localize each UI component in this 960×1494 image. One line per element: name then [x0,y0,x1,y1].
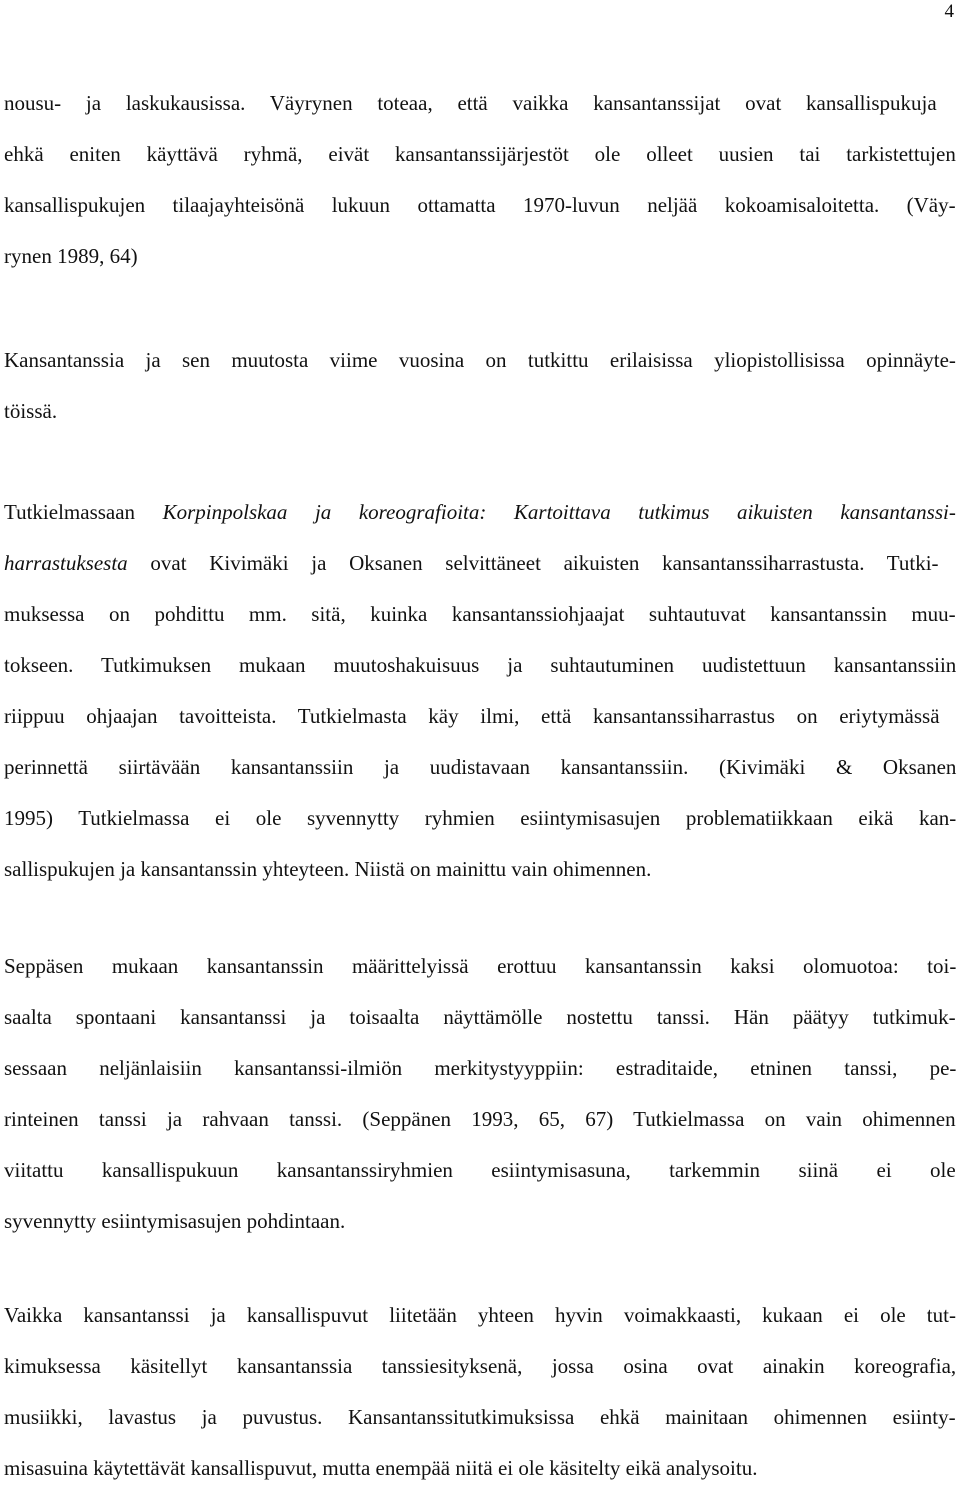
text-line: muksessa on pohdittu mm. sitä, kuinka kansantanssiohjaajat suhtautuvat kansantanssin muu- [4,602,956,626]
text-line: riippuu ohjaajan tavoitteista. Tutkielmasta käy ilmi, että kansantanssiharrastus on eriytymässä [4,704,940,728]
text-line: tokseen. Tutkimuksen mukaan muutoshakuisuus ja suhtautuminen uudistettuun kansantanssiin [4,653,957,677]
text-line: musiikki, lavastus ja puvustus. Kansantanssitutkimuksissa ehkä mainitaan ohimennen esiinty- [4,1405,956,1429]
thesis-title-cont: harrastuksesta [4,551,128,575]
thesis-title: Korpinpolskaa ja koreografioita: Kartoittava tutkimus aikuisten kansantanssi- [162,500,956,524]
page-number: 4 [944,1,954,22]
text-span: Tutkielmassaan [4,500,163,524]
text-line: 1995) Tutkielmassa ei ole syvennytty ryhmien esiintymisasujen problematiikkaan eikä kan- [4,806,957,830]
text-line: Vaikka kansantanssi ja kansallispuvut liitetään yhteen hyvin voimakkaasti, kukaan ei ole tut- [4,1303,956,1327]
text-line [4,538,956,589]
text-line: saalta spontaani kansantanssi ja toisaalta näyttämölle nostettu tanssi. Hän päätyy tutkimuk- [4,1005,956,1029]
paragraph-2 [4,335,956,437]
text-line: perinnettä siirtävään kansantanssiin ja uudistavaan kansantanssiin. (Kivimäki & Oksanen [4,755,957,779]
paragraph-1 [4,78,956,282]
text-line: viitattu kansallispukuun kansantanssiryhmien esiintymisasuna, tarkemmin siinä ei ole [4,1158,956,1182]
text-line [4,487,956,538]
text-span: ovat Kivimäki ja Oksanen selvittäneet aikuisten kansantanssiharrastusta. Tutki- [127,551,939,575]
text-line: misasuina käytettävät kansallispuvut, mutta enempää niitä ei ole käsitelty eikä analysoitu. [4,1456,758,1480]
text-line: ehkä eniten käyttävä ryhmä, eivät kansantanssijärjestöt ole olleet uusien tai tarkistettujen [4,142,956,166]
text-line: rynen 1989, 64) [4,244,138,268]
text-line: kimuksessa käsitellyt kansantanssia tanssiesityksenä, jossa osina ovat ainakin koreografia, [4,1354,957,1378]
paragraph-5 [4,1290,956,1494]
text-line: töissä. [4,399,58,423]
text-line: sessaan neljänlaisiin kansantanssi-ilmiön merkitystyyppiin: estraditaide, etninen tanssi, pe- [4,1056,957,1080]
text-line: kansallispukujen tilaajayhteisönä lukuun ottamatta 1970-luvun neljää kokoamisaloitetta. (Väy- [4,193,956,217]
paragraph-3 [4,487,956,895]
text-line: Seppäsen mukaan kansantanssin määrittelyissä erottuu kansantanssin kaksi olomuotoa: toi- [4,954,957,978]
text-line: nousu- ja laskukausissa. Väyrynen toteaa, että vaikka kansantanssijat ovat kansallispukuja [4,91,937,115]
paragraph-4 [4,941,956,1247]
text-line: rinteinen tanssi ja rahvaan tanssi. (Seppänen 1993, 65, 67) Tutkielmassa on vain ohimennen [4,1107,956,1131]
text-line: syvennytty esiintymisasujen pohdintaan. [4,1209,346,1233]
text-line: Kansantanssia ja sen muutosta viime vuosina on tutkittu erilaisissa yliopistollisissa opinnäyte- [4,348,956,372]
text-line: sallispukujen ja kansantanssin yhteyteen. Niistä on mainittu vain ohimennen. [4,857,652,881]
